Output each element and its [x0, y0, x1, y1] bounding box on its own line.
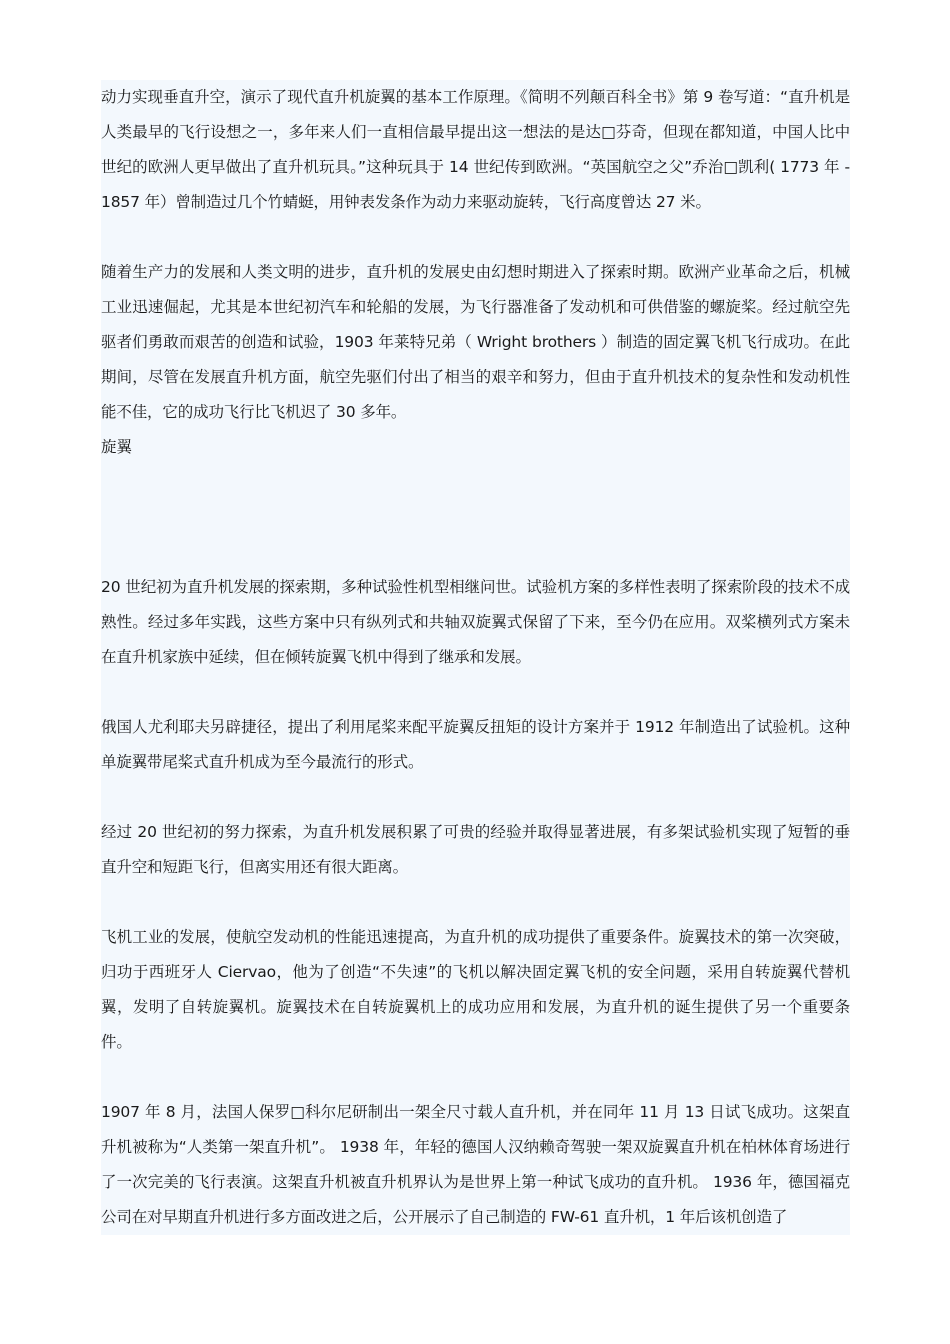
paragraph-spacer — [101, 1060, 850, 1095]
paragraph-origins: 动力实现垂直升空，演示了现代直升机旋翼的基本工作原理。《简明不列颠百科全书》第 9 卷写道：“直升机是人类最早的飞行设想之一，多年来人们一直相信最早提出这一想法的是达□芬奇，但现在都知道，中国人比中世纪的欧洲人更早做出了直升机玩具。”这种玩具于 14 世纪传到欧洲。“英国航空之父”乔治□凯利( 1773 年 - 1857 年）曾制造过几个竹蜻蜓，用钟表发条作为动力来驱动旋转，飞行高度曾达 27 米。 — [101, 80, 850, 220]
document-page — [101, 80, 850, 1235]
paragraph-autogyro: 飞机工业的发展，使航空发动机的性能迅速提高，为直升机的成功提供了重要条件。旋翼技术的第一次突破，归功于西班牙人 Ciervao，他为了创造“不失速”的飞机以解决固定翼飞机的安全问题，采用自转旋翼代替机翼，发明了自转旋翼机。旋翼技术在自转旋翼机上的成功应用和发展，为直升机的诞生提供了另一个重要条件。 — [101, 920, 850, 1060]
paragraph-spacer — [101, 780, 850, 815]
paragraph-progress: 经过 20 世纪初的努力探索，为直升机发展积累了可贵的经验并取得显著进展，有多架试验机实现了短暂的垂直升空和短距飞行，但离实用还有很大距离。 — [101, 815, 850, 885]
paragraph-yuryev: 俄国人尤利耶夫另辟捷径，提出了利用尾桨来配平旋翼反扭矩的设计方案并于 1912 年制造出了试验机。这种单旋翼带尾桨式直升机成为至今最流行的形式。 — [101, 710, 850, 780]
image-placeholder-space — [101, 465, 850, 570]
section-heading-rotor: 旋翼 — [101, 430, 850, 465]
paragraph-spacer — [101, 220, 850, 255]
paragraph-exploration-era: 随着生产力的发展和人类文明的进步，直升机的发展史由幻想时期进入了探索时期。欧洲产业革命之后，机械工业迅速倔起，尤其是本世纪初汽车和轮船的发展，为飞行器准备了发动机和可供借鉴的螺旋桨。经过航空先驱者们勇敢而艰苦的创造和试验，1903 年莱特兄弟（ Wright brothers ）制造的固定翼飞机飞行成功。在此期间，尽管在发展直升机方面，航空先驱们付出了相当的艰辛和努力，但由于直升机技术的复杂性和发动机性能不佳，它的成功飞行比飞机迟了 30 多年。 — [101, 255, 850, 430]
paragraph-early-20th-century: 20 世纪初为直升机发展的探索期，多种试验性机型相继问世。试验机方案的多样性表明了探索阶段的技术不成熟性。经过多年实践，这些方案中只有纵列式和共轴双旋翼式保留了下来，至今仍在应用。双桨横列式方案未在直升机家族中延续，但在倾转旋翼飞机中得到了继承和发展。 — [101, 570, 850, 675]
paragraph-spacer — [101, 675, 850, 710]
paragraph-first-helicopters: 1907 年 8 月，法国人保罗□科尔尼研制出一架全尺寸载人直升机，并在同年 11 月 13 日试飞成功。这架直升机被称为“人类第一架直升机”。 1938 年，年轻的德国人汉纳赖奇驾驶一架双旋翼直升机在柏林体育场进行了一次完美的飞行表演。这架直升机被直升机界认为是世界上第一种试飞成功的直升机。 1936 年，德国福克公司在对早期直升机进行多方面改进之后，公开展示了自己制造的 FW-61 直升机，1 年后该机创造了 — [101, 1095, 850, 1235]
paragraph-spacer — [101, 885, 850, 920]
